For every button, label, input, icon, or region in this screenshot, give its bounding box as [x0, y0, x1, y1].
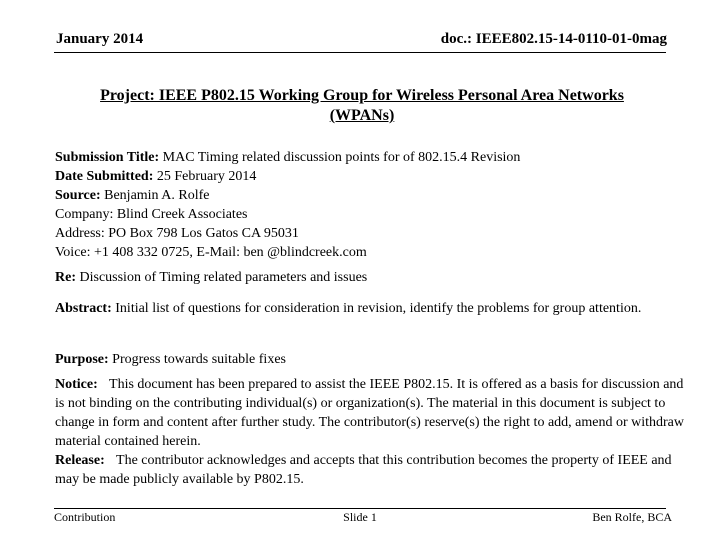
release-row: [55, 451, 685, 489]
notice-release-block: [55, 375, 685, 489]
header-date: January 2014: [56, 31, 144, 47]
abstract-label: Abstract:: [55, 301, 112, 316]
notice-row: [55, 375, 685, 451]
header-divider: [54, 52, 666, 53]
date-submitted-value: 25 February 2014: [156, 169, 257, 184]
notice-value: This document has been prepared to assist the IEEE P802.15. It is offered as a basis for discussion and is not binding on the contributing individual(s) or organization(s). The material in this document is subject to change in form and content after further study. The contributor(s) reserve(s) the right to add, amend or withdraw material contained herein.: [55, 377, 685, 449]
submission-title-label: Submission Title:: [55, 150, 160, 165]
footer-divider: [54, 508, 666, 509]
footer-left: Contribution: [54, 510, 116, 524]
notice-label: Notice:: [55, 377, 98, 392]
project-title-line2: (WPANs): [329, 107, 395, 124]
header-doc-id: doc.: IEEE802.15-14-0110-01-0mag: [440, 31, 667, 47]
submission-title-row: [55, 148, 685, 167]
submission-title-value: MAC Timing related discussion points for of 802.15.4 Revision: [162, 150, 521, 165]
date-submitted-label: Date Submitted:: [55, 169, 154, 184]
voice-email-line: Voice: +1 408 332 0725, E-Mail: ben @blindcreek.com: [55, 245, 367, 260]
footer-slide-number: Slide 1: [343, 510, 377, 524]
source-value: Benjamin A. Rolfe: [104, 188, 210, 203]
address-line: Address: PO Box 798 Los Gatos CA 95031: [55, 226, 299, 241]
footer-author: Ben Rolfe, BCA: [592, 510, 672, 524]
release-value: The contributor acknowledges and accepts that this contribution becomes the property of IEEE and may be made publicly available by P802.15.: [55, 453, 672, 487]
re-label: Re:: [55, 270, 76, 285]
source-label: Source:: [55, 188, 101, 203]
abstract-row: [55, 299, 685, 318]
source-row: [55, 186, 685, 205]
purpose-value: Progress towards suitable fixes: [112, 352, 286, 367]
submission-block: [55, 148, 685, 262]
company-line: Company: Blind Creek Associates: [55, 207, 248, 222]
abstract-value: Initial list of questions for consideration in revision, identify the problems for group attention.: [115, 301, 642, 316]
release-label: Release:: [55, 453, 105, 468]
re-row: [55, 268, 685, 287]
re-value: Discussion of Timing related parameters and issues: [79, 270, 368, 285]
date-submitted-row: [55, 167, 685, 186]
purpose-row: [55, 350, 685, 369]
purpose-label: Purpose:: [55, 352, 109, 367]
project-title-line1: Project: IEEE P802.15 Working Group for Wireless Personal Area Networks: [100, 87, 624, 104]
project-title: [56, 86, 668, 126]
